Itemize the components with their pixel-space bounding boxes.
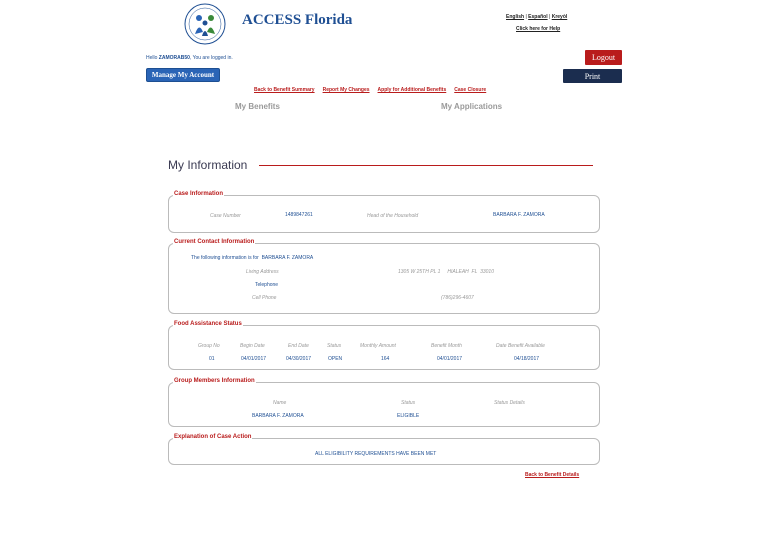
page-title: My Information [168,158,248,172]
language-selector: English | Español | Kreyòl [506,14,568,20]
lang-english-link[interactable]: English [506,14,525,20]
food-header-monthly-amount: Monthly Amount [360,343,396,349]
dcf-logo-icon [183,2,227,46]
contact-info-name: BARBARA F. ZAMORA [261,255,314,261]
apply-additional-benefits-link[interactable]: Apply for Additional Benefits [377,87,447,93]
manage-account-button[interactable]: Manage My Account [146,68,220,82]
group-member-name: BARBARA F. ZAMORA [252,413,304,419]
case-number-label: Case Number [210,213,241,219]
lang-kreyol-link[interactable]: Kreyòl [551,14,568,20]
cell-phone-value: (786)296-4607 [441,295,474,301]
group-header-status-details: Status Details [494,400,525,406]
group-members-label: Group Members Information [174,378,255,384]
case-closure-link[interactable]: Case Closure [454,87,487,93]
food-header-end-date: End Date [288,343,309,349]
report-changes-link[interactable]: Report My Changes [322,87,370,93]
group-members-panel [168,378,600,427]
lang-spanish-link[interactable]: Español [528,14,548,20]
food-assistance-label: Food Assistance Status [174,321,242,327]
telephone-label: Telephone [255,282,279,288]
hoh-label: Head of the Household [367,213,419,219]
print-button[interactable]: Print [563,69,622,83]
living-address-label: Living Address [246,269,279,275]
food-end-date: 04/30/2017 [286,356,312,362]
tab-my-applications[interactable]: My Applications [441,102,503,111]
food-group-no: 01 [209,356,215,362]
food-benefit-month: 04/01/2017 [437,356,463,362]
case-action-label: Explanation of Case Action [174,434,252,440]
food-header-date-available: Date Benefit Available [496,343,545,349]
contact-information-label: Current Contact Information [174,239,255,245]
case-information-label: Case Information [174,191,224,197]
brand-title: ACCESS Florida [242,12,353,28]
food-begin-date: 04/01/2017 [241,356,267,362]
group-header-name: Name [273,400,287,406]
case-action-text: ALL ELIGIBILITY REQUIREMENTS HAVE BEEN MET [315,451,437,457]
logout-button[interactable]: Logout [585,50,622,65]
food-header-group-no: Group No [198,343,220,349]
food-header-status: Status [327,343,342,349]
help-link[interactable]: Click here for Help [516,26,561,32]
contact-information-panel [168,239,600,314]
contact-info-intro: The following information is for BARBARA F. ZAMORA [191,255,314,261]
username: ZAMORAB50 [158,55,190,61]
cell-phone-label: Cell Phone [252,295,277,301]
living-address-value: 1305 W 25TH PL 1 HIALEAH FL 33010 [398,269,494,275]
food-header-begin-date: Begin Date [240,343,265,349]
back-to-benefit-summary-link[interactable]: Back to Benefit Summary [254,87,315,93]
title-divider [259,165,593,166]
tab-my-benefits[interactable]: My Benefits [235,102,280,111]
group-header-status: Status [401,400,416,406]
hoh-value: BARBARA F. ZAMORA [493,212,545,218]
food-assistance-panel [168,321,600,370]
food-date-available: 04/18/2017 [514,356,540,362]
login-status: Hello ZAMORAB50, You are logged in. [146,55,233,61]
case-action-panel [168,434,600,465]
food-status: OPEN [328,356,343,362]
back-to-benefit-details-link[interactable]: Back to Benefit Details [525,472,580,478]
case-number-value: 1489847261 [285,212,313,218]
case-information-panel [168,191,600,233]
group-member-status: ELIGIBLE [397,413,420,419]
nav-links [254,87,486,93]
food-header-benefit-month: Benefit Month [431,343,462,349]
food-monthly-amount: 164 [381,356,390,362]
